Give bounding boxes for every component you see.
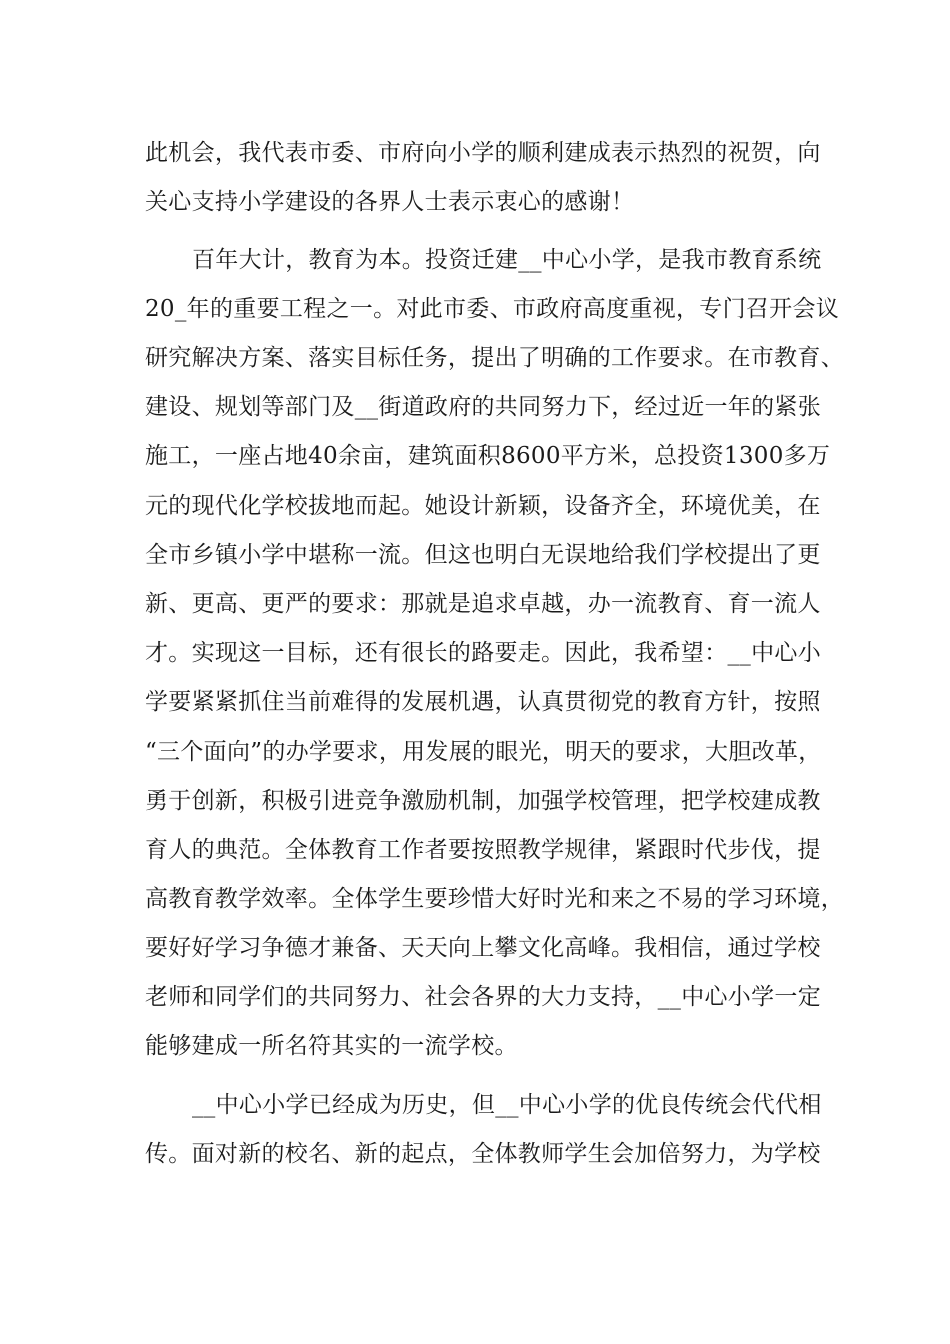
text-line: 百年大计，教育为本。投资迁建__中心小学，是我市教育系统 [192, 247, 822, 273]
text-line: 传。面对新的校名、新的起点，全体教师学生会加倍努力，为学校 [145, 1141, 821, 1167]
text-line: 全市乡镇小学中堪称一流。但这也明白无误地给我们学校提出了更 [145, 542, 821, 568]
text-line: 老师和同学们的共同努力、社会各界的大力支持，__中心小学一定 [145, 984, 821, 1010]
text-line: 高教育教学效率。全体学生要珍惜大好时光和来之不易的学习环境， [145, 886, 844, 912]
text-line: 才。实现这一目标，还有很长的路要走。因此，我希望：__中心小 [145, 640, 821, 666]
text-line: __中心小学已经成为历史，但__中心小学的优良传统会代代相 [192, 1092, 822, 1118]
text-line: 关心支持小学建设的各界人士表示衷心的感谢！ [145, 189, 635, 215]
text-line: 元的现代化学校拔地而起。她设计新颖，设备齐全，环境优美，在 [145, 493, 821, 519]
text-line: “三个面向”的办学要求，用发展的眼光，明天的要求，大胆改革， [145, 739, 822, 765]
text-line: 施工，一座占地40余亩，建筑面积8600平方米，总投资1300多万 [145, 443, 831, 469]
text-line: 此机会，我代表市委、市府向小学的顺利建成表示热烈的祝贺，向 [145, 140, 821, 166]
text-line: 20_年的重要工程之一。对此市委、市政府高度重视，专门召开会议 [145, 296, 840, 322]
text-line: 研究解决方案、落实目标任务，提出了明确的工作要求。在市教育、 [145, 345, 844, 371]
text-line: 学要紧紧抓住当前难得的发展机遇，认真贯彻党的教育方针，按照 [145, 689, 821, 715]
text-line: 能够建成一所名符其实的一流学校。 [145, 1033, 518, 1059]
text-line: 建设、规划等部门及__街道政府的共同努力下，经过近一年的紧张 [145, 394, 821, 420]
text-line: 新、更高、更严的要求：那就是追求卓越，办一流教育、育一流人 [145, 591, 821, 617]
text-line: 勇于创新，积极引进竞争激励机制，加强学校管理，把学校建成教 [145, 788, 821, 814]
text-line: 要好好学习争德才兼备、天天向上攀文化高峰。我相信，通过学校 [145, 935, 821, 961]
text-line: 育人的典范。全体教育工作者要按照教学规律，紧跟时代步伐，提 [145, 837, 821, 863]
